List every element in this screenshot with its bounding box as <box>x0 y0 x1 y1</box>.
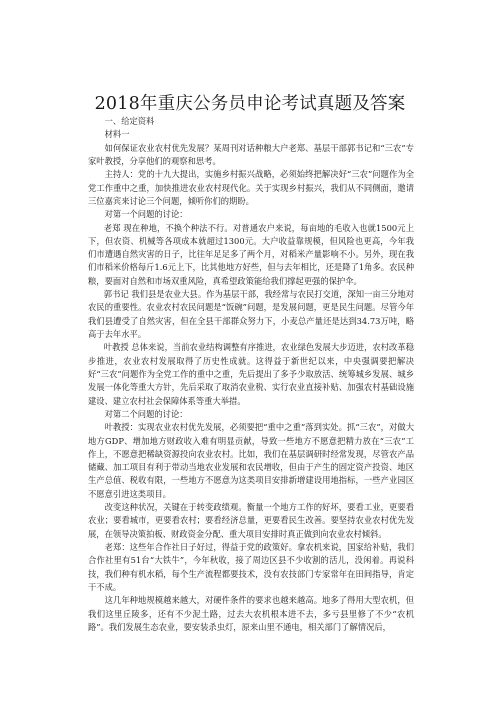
material-label: 材料一 <box>104 129 130 140</box>
paragraph: 叶教授：实现农业农村优先发展，必须要把“重中之重”落到实处。抓“三农”，对做大地方GDP、增加地方财政收入难有明显贡献，导致一些地方不愿意把精力放在“三农”工作上，不愿意把稀缺资源投向农业农村。比如，我们在基层调研时经常发现，尽管农产品储藏、加工项目有利于带动当地农业发展和农民增收，但由于产生的固定资产投资、地区生产总值、税收有限，一些地方不愿意为这类项目安排新增建设用地指标，一些产业园区不愿意引进这类项目。 <box>88 422 414 499</box>
paragraph: 主持人：党的十九大提出，实施乡村振兴战略，必须始终把解决好“三农”问题作为全党工作重中之重，加快推进农业农村现代化。关于实现乡村振兴，我们从不同侧面，邀请三位嘉宾来讨论三个问题，倾听你们的期盼。 <box>88 169 414 206</box>
paragraph: 如何保证农业农村优先发展？某周刊对话种粮大户老郑、基层干部郭书记和“三农”专家叶教授，分享他们的观察和思考。 <box>88 142 414 166</box>
section-heading: 一、给定资料 <box>104 116 155 126</box>
paragraph: 老郑 现在种地，不换个种法不行。对普通农户来说，每亩地的毛收入也就1500元上下，但农资、机械等各项成本就超过1300元。大户收益靠规模，但风险也更高，今年我们市遭遇自然灾害的日子，比往年足足多了两个月，对稻米产量影响不小。另外，现在我们市稻米价格每斤1.6元上下，比其他地方好些，但与去年相比，还是降了1角多。农民种粮，要面对自然和市场双重风险，真希望政策能给我们撑起更强的保护伞。 <box>88 222 414 286</box>
discussion-heading: 对第一个问题的讨论： <box>104 209 188 220</box>
paragraph: 郭书记 我们县是农业大县。作为基层干部，我经常与农民打交道，深知一亩三分地对农民的重要性。农业农村农民问题是“饭碗”问题，是发展问题，更是民生问题。尽管今年我们县遭受了自然灾害，但在全县干部群众努力下，小麦总产量还是达到34.73万吨，略高于去年水平。 <box>88 289 414 339</box>
document-title: 2018年重庆公务员申论考试真题及答案 <box>94 94 406 114</box>
paragraph: 老郑：这些年合作社日子好过，得益于党的政策好。拿农机来说，国家给补贴，我们合作社里有51台“大铁牛”，今年秋收，接了周边区县不少收割的活儿，没闲着。再说科技，我们种有机水稻，每个生产流程都要技术，没有农技部门专家常年在田间指导，肯定干不成。 <box>88 542 414 592</box>
paragraph: 叶教授 总体来说，当前农业结构调整有序推进，农业绿色发展大步迈进，农村改革稳步推进，农业农村发展取得了历史性成就。这得益于新世纪以来，中央强调要把解决好“三农”问题作为全党工作的重中之重，先后提出了多予少取放活、统筹城乡发展、城乡发展一体化等重大方针，先后采取了取消农业税、实行农业直接补贴、加强农村基础设施建设、建立农村社会保障体系等重大举措。 <box>88 342 414 406</box>
paragraph: 改变这种状况，关键在于转变政绩观。衡量一个地方工作的好坏，要看工业，更要看农业；要看城市，更要看农村；要看经济总量，更要看民生改善。要坚持农业农村优先发展，在领导决策拍板、财政资金分配、重大项目安排时真正做到向农业农村倾斜。 <box>88 502 414 539</box>
discussion-heading: 对第二个问题的讨论： <box>104 408 188 419</box>
paragraph: 这几年种地规模越来越大，对硬件条件的要求也越来越高。地多了得用大型农机，但我们这里丘陵多，还有不少泥土路，过去大农机根本进不去，多亏县里修了不少“农机路”。我们发展生态农业，要安装杀虫灯，原来山里不通电，相关部门了解情况后， <box>88 595 414 632</box>
document-body <box>88 115 414 634</box>
